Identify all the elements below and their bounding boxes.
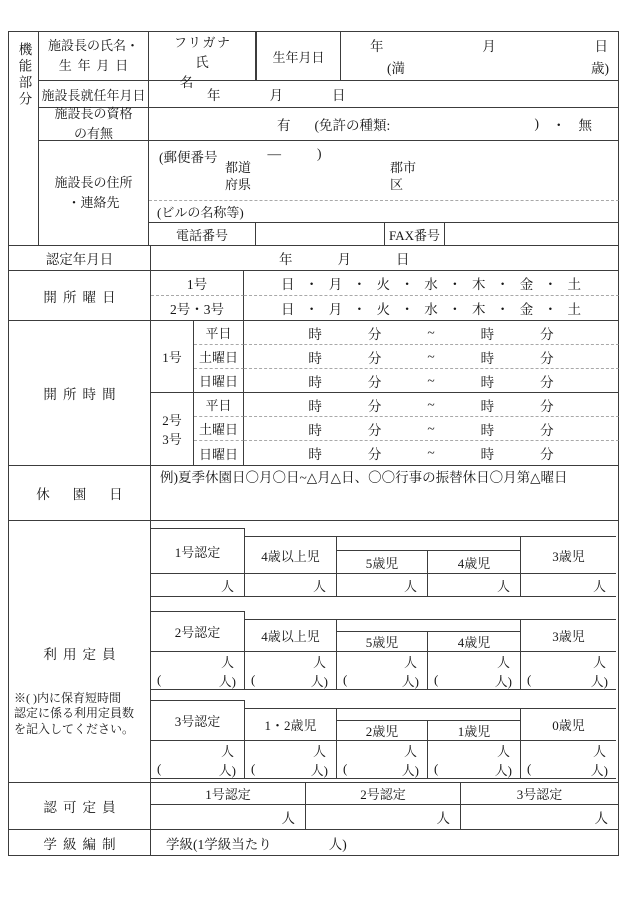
- capacity-block-2-total-input[interactable]: [151, 651, 245, 690]
- person-unit: 人: [220, 744, 234, 759]
- person-unit: 人: [220, 655, 234, 670]
- approved-capacity-header-row: [151, 783, 619, 805]
- capacity-block-3-group-input[interactable]: [244, 740, 337, 779]
- approved-capacity-col1: 1号認定: [151, 783, 306, 805]
- postal-code-field[interactable]: [149, 141, 618, 166]
- paren-person-close: 人): [218, 762, 236, 778]
- director-name-row: [39, 32, 619, 90]
- open-hours-input-23-weekday[interactable]: [244, 393, 619, 417]
- capacity-block-2-sub1: 5歳児: [336, 631, 428, 652]
- approved-capacity-col1-input[interactable]: [151, 805, 306, 830]
- class-organization-prefix: 学級(1学級当たり: [166, 836, 272, 852]
- qualification-label-line1: 施設長の資格: [54, 105, 133, 121]
- fax-label: FAX番号: [385, 223, 445, 246]
- approved-capacity-col2: 2号認定: [306, 783, 461, 805]
- person-unit: 人: [496, 578, 510, 594]
- capacity-block-3-sub2: 1歳児: [427, 720, 521, 741]
- facility-director-form: [8, 31, 619, 856]
- phone-input[interactable]: [256, 223, 385, 246]
- capacity-blocks-area: [151, 521, 619, 783]
- month-unit: 月: [269, 88, 283, 103]
- open-days-section: [9, 271, 619, 321]
- minute-unit: 分: [540, 398, 554, 414]
- paren-open: (: [251, 761, 256, 776]
- month-unit: 月: [337, 252, 351, 267]
- paren-person-close: 人): [590, 673, 608, 689]
- person-unit: 人: [403, 578, 417, 594]
- capacity-block-2-sub2: 4歳児: [427, 631, 521, 652]
- hour-unit: 時: [480, 326, 495, 342]
- prefecture-line2: 府県: [225, 176, 252, 192]
- name-label: 氏名: [179, 55, 240, 90]
- day-unit: 日: [396, 252, 410, 267]
- closed-days-example: 例)夏季休園日〇月〇日~△月△日、〇〇行事の振替休日〇月第△曜日: [160, 470, 568, 485]
- weekday-label: 平日: [194, 393, 244, 417]
- open-days-rows: [151, 271, 619, 321]
- qualification-label-line2: の有無: [73, 126, 113, 141]
- address-input-area[interactable]: [149, 141, 619, 201]
- capacity-block-1-right-input[interactable]: [520, 573, 616, 597]
- capacity-label-cell: [9, 521, 151, 783]
- class-3-label: 3号: [162, 432, 182, 447]
- capacity-block-3-right-input[interactable]: [520, 740, 616, 779]
- capacity-label: 利用定員: [43, 647, 122, 662]
- paren-open: (: [251, 672, 256, 687]
- person-unit: 人: [496, 655, 510, 670]
- certification-date-input[interactable]: [151, 246, 619, 271]
- address-row: [39, 141, 619, 246]
- director-name-label: [39, 32, 149, 81]
- capacity-block-1-sub1-input[interactable]: [336, 573, 428, 597]
- open-hours-input-1-saturday[interactable]: [244, 345, 619, 369]
- minute-unit: 分: [540, 447, 554, 462]
- age-suffix: 歳): [591, 61, 609, 76]
- side-label: 機能部分: [16, 42, 32, 108]
- capacity-note: [14, 691, 148, 737]
- open-hours-input-23-saturday[interactable]: [244, 417, 619, 441]
- capacity-note-line1: ※( )内に保育短時間: [14, 691, 121, 705]
- paren-person-close: 人): [401, 762, 419, 778]
- director-section: [9, 32, 619, 246]
- capacity-block-1-title: 1号認定: [151, 528, 245, 574]
- hour-unit: 時: [308, 398, 322, 414]
- year-unit: 年: [207, 88, 221, 103]
- phone-label: 電話番号: [149, 223, 256, 246]
- paren-open: (: [434, 761, 439, 776]
- paren-open: (: [527, 672, 532, 687]
- open-days-row-1: [151, 271, 619, 296]
- paren-open: (: [527, 761, 532, 776]
- day-unit: 日: [332, 88, 346, 103]
- certification-date-row: [9, 246, 619, 271]
- person-unit: 人: [403, 744, 417, 759]
- prefecture-line1: 都道: [225, 160, 252, 175]
- minute-unit: 分: [367, 422, 382, 438]
- open-days-selector-23[interactable]: 日 ・ 月 ・ 火 ・ 水 ・ 木 ・ 金 ・ 土: [244, 296, 619, 321]
- open-hours-input-23-sunday[interactable]: [244, 441, 619, 466]
- minute-unit: 分: [367, 326, 382, 342]
- paren-open: (: [434, 672, 439, 687]
- approved-capacity-col3-input[interactable]: [461, 805, 619, 830]
- hour-unit: 時: [308, 374, 322, 390]
- age-prefix: (満: [387, 61, 405, 76]
- capacity-block-3-sub1-input[interactable]: [336, 740, 428, 779]
- minute-unit: 分: [367, 374, 382, 390]
- fax-input[interactable]: [445, 223, 619, 246]
- capacity-block-2-sub2-input[interactable]: [427, 651, 521, 690]
- birthdate-day-unit: 日: [594, 39, 608, 54]
- capacity-block-3-sub1: 2歳児: [336, 720, 428, 741]
- open-hours-label: 開所時間: [9, 321, 151, 466]
- hour-unit: 時: [480, 447, 495, 462]
- person-unit: 人: [592, 744, 606, 759]
- capacity-block-3: [151, 700, 616, 779]
- birthdate-label: 生年月日: [257, 32, 341, 81]
- person-unit: 人: [592, 578, 606, 594]
- open-hours-group-23: [151, 393, 619, 466]
- sunday-label: 日曜日: [194, 441, 244, 466]
- tilde: ~: [427, 420, 435, 436]
- minute-unit: 分: [540, 422, 554, 438]
- capacity-block-1-header-strip: [336, 536, 521, 551]
- postal-label: (郵便番号: [159, 150, 218, 165]
- hour-unit: 時: [480, 374, 495, 390]
- approved-capacity-label: 認可定員: [9, 783, 151, 830]
- open-days-label: 開所曜日: [9, 271, 151, 321]
- capacity-block-2-right: 3歳児: [520, 619, 616, 652]
- capacity-block-1: [151, 528, 616, 597]
- approved-capacity-value-row: [151, 805, 619, 830]
- year-unit: 年: [279, 252, 293, 267]
- open-hours-group-1: [151, 321, 619, 393]
- capacity-block-2-group-input[interactable]: [244, 651, 337, 690]
- person-unit: 人: [220, 578, 234, 594]
- paren-person-close: 人): [218, 673, 236, 689]
- city-ward-label: [390, 160, 416, 193]
- person-unit: 人: [312, 578, 326, 594]
- hour-unit: 時: [308, 326, 322, 342]
- qualification-label: [39, 105, 149, 141]
- hour-unit: 時: [308, 350, 322, 366]
- approved-capacity-col2-input[interactable]: [306, 805, 461, 830]
- capacity-block-3-total-input[interactable]: [151, 740, 245, 779]
- birthdate-input-cell[interactable]: [341, 32, 619, 81]
- open-days-class-1-label: 1号: [151, 271, 244, 296]
- capacity-block-2-sub1-input[interactable]: [336, 651, 428, 690]
- qualification-separator: ・: [552, 118, 566, 133]
- capacity-block-3-group: 1・2歳児: [244, 708, 337, 741]
- birthdate-age-format: [341, 56, 618, 80]
- paren-person-close: 人): [310, 673, 328, 689]
- hour-unit: 時: [480, 350, 495, 366]
- person-unit: 人: [594, 811, 608, 826]
- address-label-line2: ・連絡先: [67, 195, 120, 210]
- phone-fax-row: [149, 223, 619, 246]
- capacity-block-1-group: 4歳以上児: [244, 536, 337, 574]
- paren-person-close: 人): [310, 762, 328, 778]
- saturday-label: 土曜日: [194, 345, 244, 369]
- name-field-label-cell: [149, 32, 256, 90]
- class-organization-label: 学級編制: [9, 830, 151, 856]
- qualification-input[interactable]: [149, 108, 619, 141]
- person-unit: 人: [312, 655, 326, 670]
- minute-unit: 分: [540, 326, 554, 342]
- weekday-label: 平日: [194, 321, 244, 345]
- prefecture-label: [225, 160, 251, 193]
- postal-paren-close: ): [317, 146, 322, 161]
- hour-unit: 時: [308, 422, 322, 438]
- minute-unit: 分: [540, 350, 554, 366]
- city-line1: 郡市: [390, 160, 417, 175]
- qualification-no-option[interactable]: 無: [578, 118, 592, 133]
- furigana-label: フリガナ: [173, 35, 232, 50]
- capacity-block-1-right: 3歳児: [520, 536, 616, 574]
- person-unit: 人: [592, 655, 606, 670]
- capacity-section: [9, 521, 619, 783]
- capacity-block-2-right-input[interactable]: [520, 651, 616, 690]
- qualification-license-label: (免許の種類:: [314, 118, 391, 133]
- address-label: [39, 141, 149, 246]
- capacity-block-1-group-input[interactable]: [244, 573, 337, 597]
- tilde: ~: [427, 396, 435, 412]
- open-hours-section: [9, 321, 619, 466]
- capacity-block-1-total-input[interactable]: [151, 573, 245, 597]
- paren-person-close: 人): [401, 673, 419, 689]
- qualification-row: [39, 105, 619, 141]
- minute-unit: 分: [367, 398, 382, 414]
- birthdate-format: [341, 32, 618, 56]
- director-name-label-line1: 施設長の氏名・: [47, 37, 139, 53]
- capacity-block-2-title: 2号認定: [151, 611, 245, 652]
- address-content: [149, 141, 619, 246]
- approved-capacity-col3: 3号認定: [461, 783, 619, 805]
- capacity-block-2: [151, 611, 616, 690]
- capacity-block-1-sub2: 4歳児: [427, 550, 521, 574]
- open-hours-groups: [151, 321, 619, 466]
- birthdate-year-unit: 年: [370, 39, 384, 54]
- closed-days-label: 休園日: [9, 466, 151, 521]
- qualification-yes-option[interactable]: 有: [277, 118, 291, 133]
- closed-days-section: [9, 466, 619, 521]
- capacity-block-3-title: 3号認定: [151, 700, 245, 741]
- tilde: ~: [427, 445, 435, 460]
- hour-unit: 時: [480, 398, 495, 414]
- minute-unit: 分: [540, 374, 554, 390]
- open-days-selector-1[interactable]: 日 ・ 月 ・ 火 ・ 水 ・ 木 ・ 金 ・ 土: [244, 271, 619, 296]
- class-organization-input[interactable]: [151, 830, 619, 856]
- hour-unit: 時: [480, 422, 495, 438]
- class-2-label: 2号: [162, 413, 182, 428]
- capacity-block-3-right: 0歳児: [520, 708, 616, 741]
- capacity-block-1-sub2-input[interactable]: [427, 573, 521, 597]
- class-organization-suffix: 人): [328, 836, 347, 852]
- open-hours-class-1-label: 1号: [151, 321, 194, 393]
- person-unit: 人: [281, 811, 295, 826]
- capacity-block-3-sub2-input[interactable]: [427, 740, 521, 779]
- birthdate-month-unit: 月: [482, 39, 496, 54]
- address-label-line1: 施設長の住所: [54, 174, 133, 190]
- paren-person-close: 人): [494, 762, 512, 778]
- director-name-label-line2: 生年月日: [58, 58, 135, 73]
- person-unit: 人: [312, 744, 326, 759]
- tilde: ~: [427, 372, 435, 388]
- paren-open: (: [157, 672, 162, 687]
- tilde: ~: [427, 324, 435, 340]
- director-rows: [39, 32, 619, 246]
- city-line2: 区: [390, 176, 404, 192]
- side-label-cell: [9, 32, 39, 246]
- appointment-date-input[interactable]: [149, 81, 619, 108]
- paren-open: (: [343, 761, 348, 776]
- capacity-block-1-sub1: 5歳児: [336, 550, 428, 574]
- person-unit: 人: [436, 811, 450, 826]
- capacity-block-2-group: 4歳以上児: [244, 619, 337, 652]
- open-hours-class-23-label: [151, 393, 194, 466]
- building-name-input[interactable]: [149, 201, 619, 223]
- paren-open: (: [157, 761, 162, 776]
- open-hours-input-1-sunday[interactable]: [244, 369, 619, 393]
- capacity-note-line2: 認定に係る利用定員数: [14, 706, 135, 721]
- minute-unit: 分: [367, 350, 382, 366]
- saturday-label: 土曜日: [194, 417, 244, 441]
- open-days-class-23-label: 2号・3号: [151, 296, 244, 321]
- sunday-label: 日曜日: [194, 369, 244, 393]
- building-name-label: (ビルの名称等): [157, 205, 244, 220]
- minute-unit: 分: [367, 447, 382, 462]
- qualification-paren-close: ): [534, 116, 539, 131]
- approved-capacity-section: [9, 783, 619, 830]
- person-unit: 人: [496, 744, 510, 759]
- tilde: ~: [427, 348, 435, 364]
- person-unit: 人: [403, 655, 417, 670]
- appointment-date-label: 施設長就任年月日: [39, 81, 149, 108]
- class-organization-section: [9, 830, 619, 856]
- postal-dash: —: [267, 146, 281, 161]
- certification-date-label: 認定年月日: [9, 246, 151, 271]
- capacity-note-line3: を記入してください。: [14, 721, 135, 736]
- hour-unit: 時: [308, 447, 322, 462]
- paren-open: (: [343, 672, 348, 687]
- paren-person-close: 人): [590, 762, 608, 778]
- open-days-row-23: [151, 296, 619, 321]
- closed-days-input[interactable]: [151, 466, 619, 521]
- open-hours-input-1-weekday[interactable]: [244, 321, 619, 345]
- paren-person-close: 人): [494, 673, 512, 689]
